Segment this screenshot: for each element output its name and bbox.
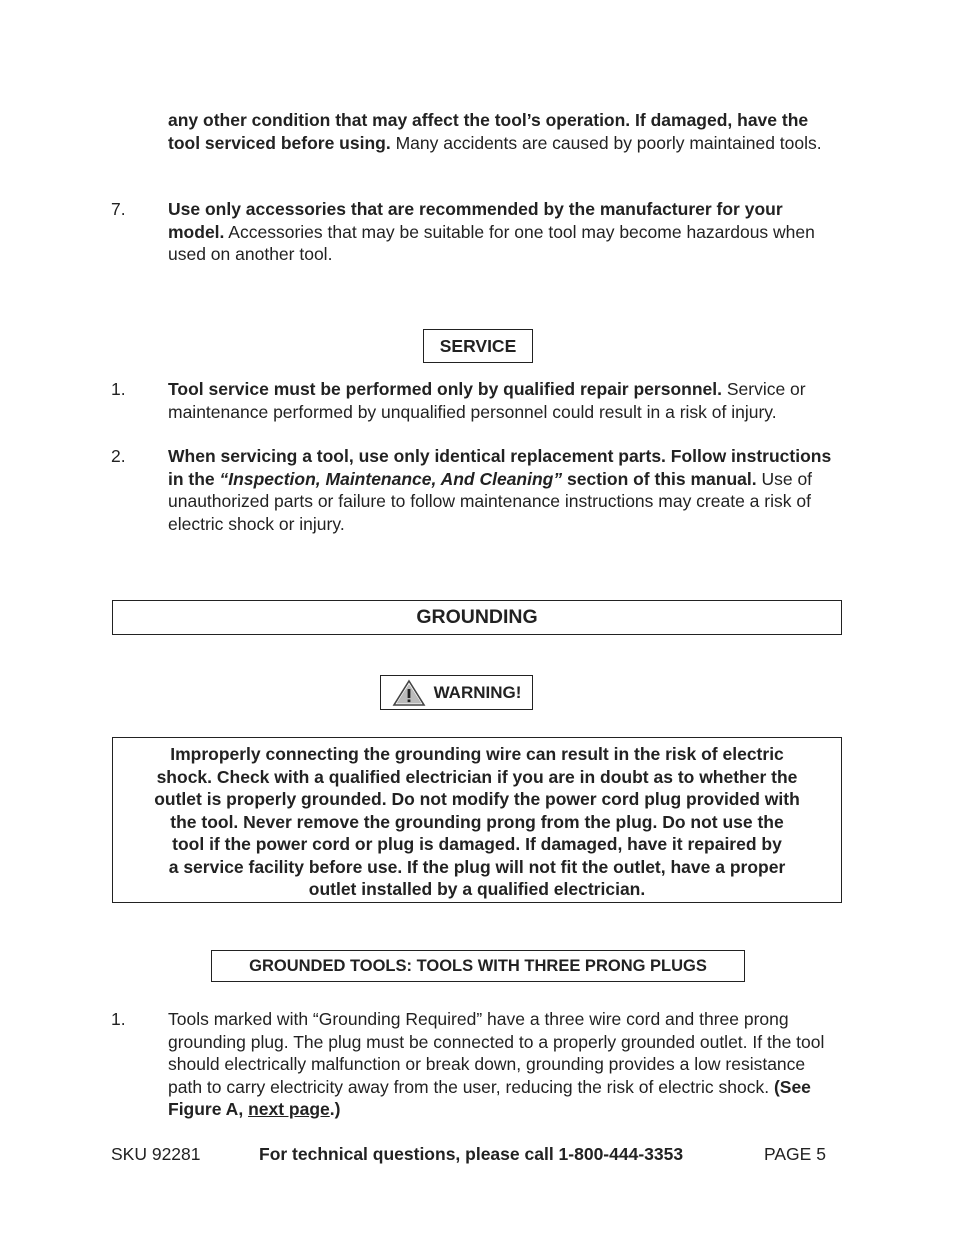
warning-line: tool if the power cord or plug is damaged. If damaged, have it repaired by (172, 834, 782, 854)
warning-label: WARNING! (433, 682, 522, 702)
service-item-2-text: Use of unauthorized parts or failure to follow maintenance instructions may create a risk of electric shock or injury. (168, 468, 813, 534)
next-page-link[interactable]: next page (248, 1099, 330, 1119)
figure-ref-a: (See Figure A, (168, 1076, 811, 1119)
item-7-paragraph (168, 198, 830, 266)
item-7-number: 7. (111, 199, 126, 219)
warning-line: outlet installed by a qualified electrician. (308, 879, 646, 899)
service-item-2-italic: “Inspection, Maintenance, And Cleaning” (219, 468, 563, 489)
service-item-1-text: Service or maintenance performed by unqualified personnel could result in a risk of injury. (168, 379, 806, 422)
warning-label-box (380, 675, 533, 710)
warning-line: shock. Check with a qualified electrician if you are in doubt as to whether the (156, 766, 798, 787)
figure-ref-b: .) (329, 1099, 341, 1119)
footer-phone: For technical questions, please call 1-800-444-3353 (259, 1144, 684, 1164)
grounding-heading (112, 600, 842, 635)
warning-line: the tool. Never remove the grounding prong from the plug. Do not use the (170, 811, 784, 832)
warning-line: Improperly connecting the grounding wire can result in the risk of electric (170, 744, 784, 764)
grounding-warning-box (112, 737, 842, 903)
service-heading-label: SERVICE (439, 335, 517, 356)
continuation-bold: any other condition that may affect the tool’s operation. If damaged, have the tool serviced before using. (168, 110, 809, 153)
service-heading (423, 329, 533, 363)
service-item-1-bold: Tool service must be performed only by qualified repair personnel. (168, 379, 722, 399)
service-item-2-number: 2. (111, 446, 126, 466)
grounding-item-1-paragraph (168, 1008, 838, 1121)
warning-triangle-icon (392, 679, 426, 707)
service-item-2-bold-a: When servicing a tool, use only identical replacement parts. Follow instructions in the (168, 446, 832, 489)
continuation-text: Many accidents are caused by poorly maintained tools. (390, 132, 822, 153)
item-7-text: Accessories that may be suitable for one tool may become hazardous when used on another tool. (168, 221, 815, 264)
continuation-paragraph (168, 109, 828, 154)
service-item-2-bold-b: section of this manual. (562, 468, 757, 489)
footer-page-number: PAGE 5 (764, 1144, 826, 1164)
footer-sku: SKU 92281 (111, 1144, 201, 1164)
grounded-tools-heading (211, 950, 745, 982)
grounding-heading-label: GROUNDING (416, 606, 538, 628)
service-item-1-number: 1. (111, 379, 126, 399)
grounding-item-1-text: Tools marked with “Grounding Required” have a three wire cord and three prong grounding plug. The plug must be connected to a properly grounded outlet. If the tool should electrically malfunction or break down, grounding provides a low resistance path to carry electricity away from the user, reducing the risk of electric shock. (168, 1009, 825, 1097)
grounded-tools-heading-label: GROUNDED TOOLS: TOOLS WITH THREE PRONG PLUGS (249, 956, 707, 975)
service-item-1-paragraph (168, 378, 844, 423)
item-7-bold: Use only accessories that are recommended by the manufacturer for your model. (168, 199, 783, 242)
warning-line: outlet is properly grounded. Do not modify the power cord plug provided with (154, 789, 800, 809)
grounding-item-1-number: 1. (111, 1009, 126, 1029)
service-item-2-paragraph (168, 445, 838, 535)
warning-line: a service facility before use. If the plug will not fit the outlet, have a proper (168, 856, 786, 877)
